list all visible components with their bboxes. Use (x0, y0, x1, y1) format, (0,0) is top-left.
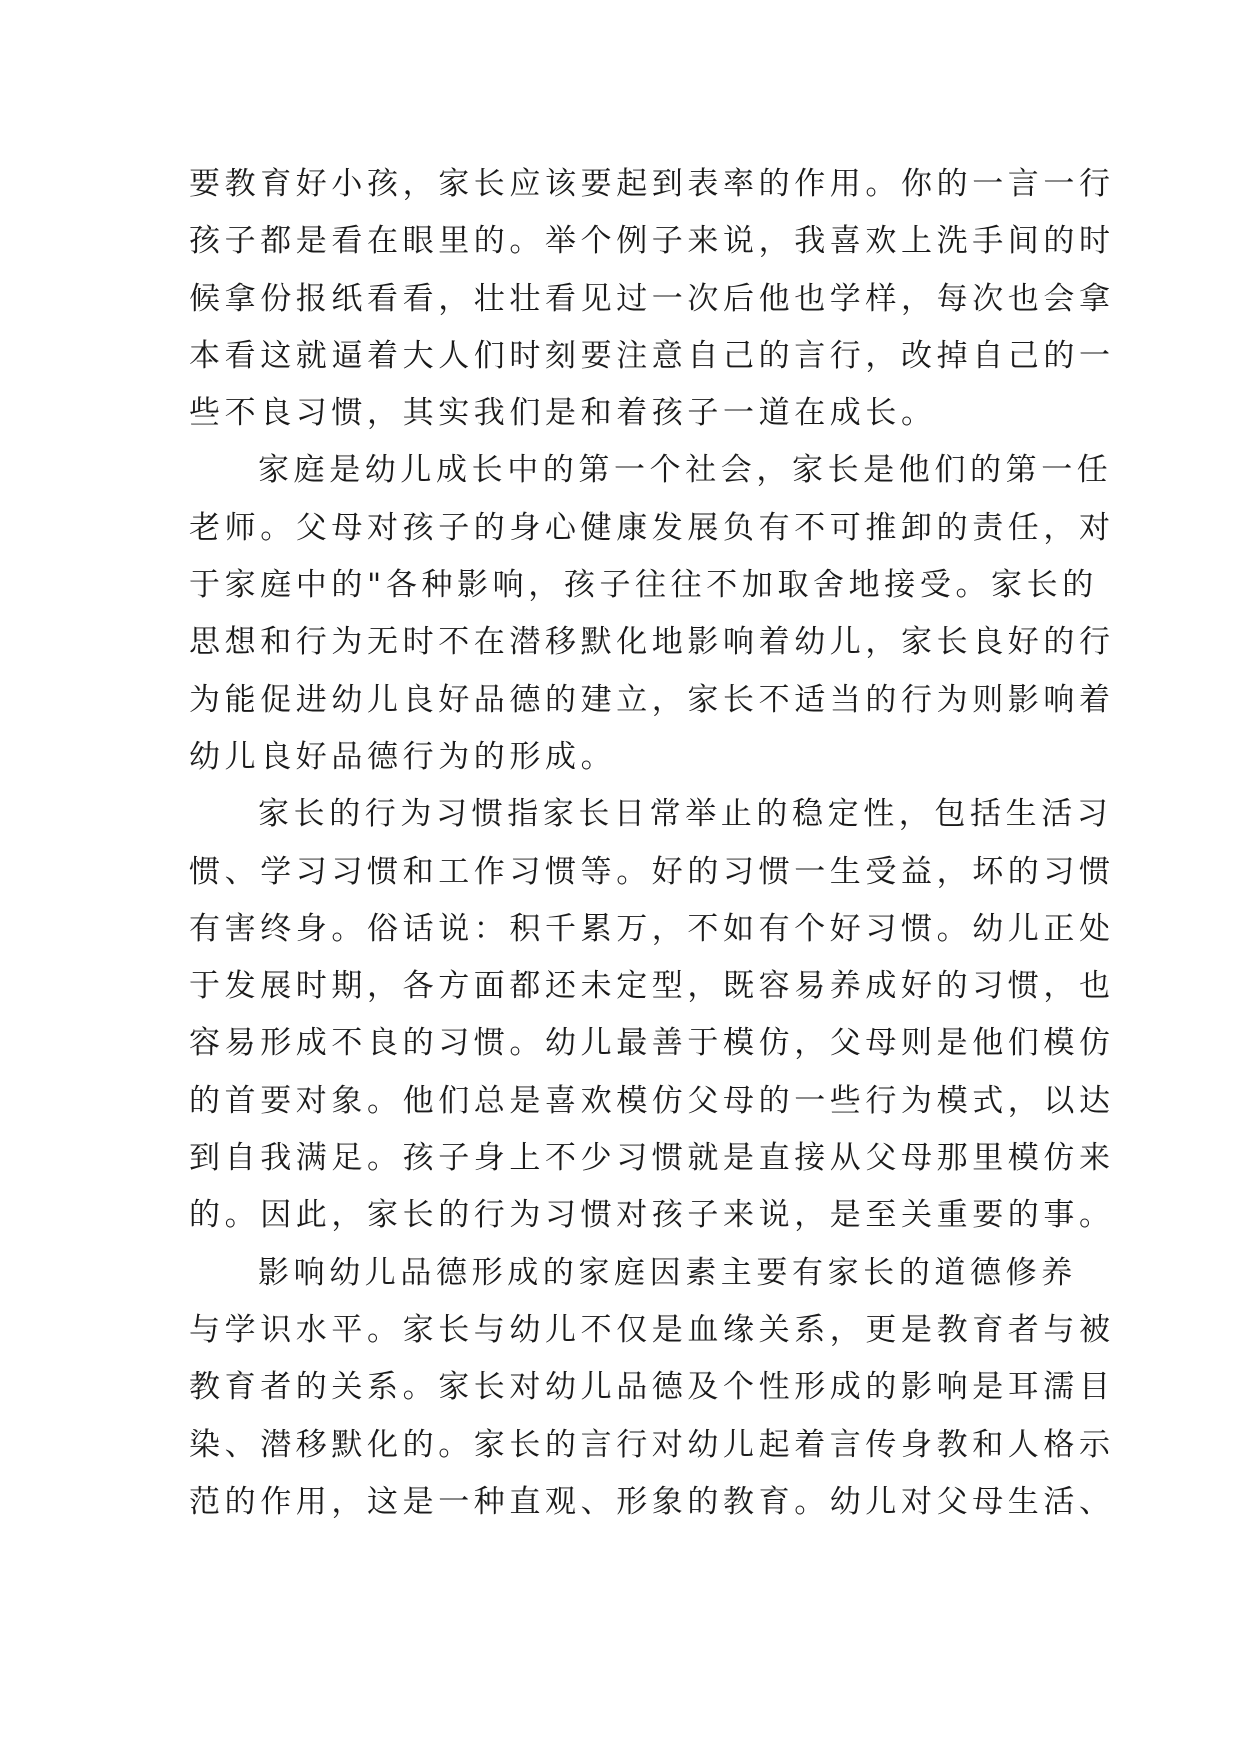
text-line-first: 影响幼儿品德形成的家庭因素主要有家长的道德修养 (258, 1254, 1077, 1291)
text-line: 于家庭中的"各种影响，孩子往往不加取舍地接受。家长的 (189, 567, 1098, 604)
text-line: 染、潜移默化的。家长的言行对幼儿起着言传身教和人格示 (189, 1426, 1115, 1463)
text-line: 与学识水平。家长与幼儿不仅是血缘关系，更是教育者与被 (189, 1311, 1115, 1348)
paragraph-1 (189, 156, 1115, 442)
text-line: 思想和行为无时不在潜移默化地影响着幼儿，家长良好的行 (189, 624, 1115, 661)
paragraph-3 (189, 786, 1115, 1244)
text-line: 有害终身。俗话说：积千累万，不如有个好习惯。幼儿正处 (189, 910, 1115, 947)
text-line: 候拿份报纸看看，壮壮看见过一次后他也学样，每次也会拿 (189, 280, 1115, 317)
text-line: 些不良习惯，其实我们是和着孩子一道在成长。 (189, 395, 937, 432)
text-line: 于发展时期，各方面都还未定型，既容易养成好的习惯，也 (189, 968, 1115, 1005)
text-line: 惯、学习习惯和工作习惯等。好的习惯一生受益，坏的习惯 (189, 853, 1115, 890)
text-line-first: 家长的行为习惯指家长日常举止的稳定性，包括生活习 (258, 796, 1113, 833)
text-line: 范的作用，这是一种直观、形象的教育。幼儿对父母生活、 (189, 1483, 1115, 1520)
text-line: 孩子都是看在眼里的。举个例子来说，我喜欢上洗手间的时 (189, 223, 1115, 260)
text-line: 到自我满足。孩子身上不少习惯就是直接从父母那里模仿来 (189, 1140, 1115, 1177)
paragraph-2 (189, 442, 1115, 786)
text-line-first: 家庭是幼儿成长中的第一个社会，家长是他们的第一任 (258, 452, 1113, 489)
text-line: 要教育好小孩，家长应该要起到表率的作用。你的一言一行 (189, 166, 1115, 202)
text-line: 的首要对象。他们总是喜欢模仿父母的一些行为模式，以达 (189, 1082, 1115, 1119)
paragraph-4 (189, 1245, 1115, 1531)
text-line: 本看这就逼着大人们时刻要注意自己的言行，改掉自己的一 (189, 337, 1115, 374)
text-line: 教育者的关系。家长对幼儿品德及个性形成的影响是耳濡目 (189, 1369, 1115, 1406)
text-line: 幼儿良好品德行为的形成。 (189, 738, 617, 775)
text-line: 为能促进幼儿良好品德的建立，家长不适当的行为则影响着 (189, 681, 1115, 718)
text-line: 容易形成不良的习惯。幼儿最善于模仿，父母则是他们模仿 (189, 1025, 1115, 1062)
text-line: 的。因此，家长的行为习惯对孩子来说，是至关重要的事。 (189, 1197, 1115, 1234)
text-line: 老师。父母对孩子的身心健康发展负有不可推卸的责任，对 (189, 509, 1115, 546)
document-body (189, 156, 1115, 1531)
